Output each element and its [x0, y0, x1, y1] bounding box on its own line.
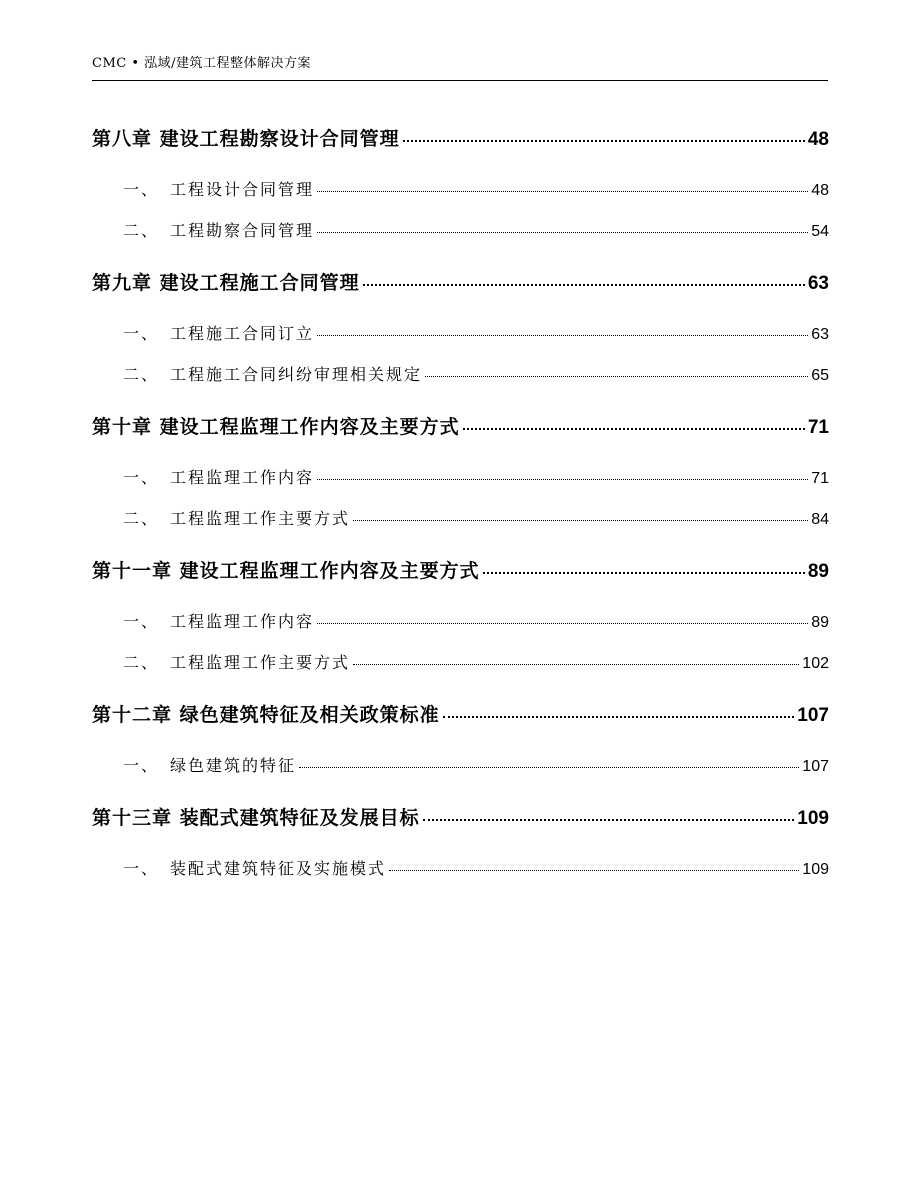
toc-section[interactable] [92, 362, 829, 385]
dot-leader [425, 376, 808, 377]
toc-section-number: 一、 [123, 612, 160, 631]
toc-chapter-label: 第九章 建设工程施工合同管理 [92, 272, 360, 294]
toc-chapter-10[interactable] [92, 412, 829, 439]
toc-section[interactable] [92, 177, 829, 200]
toc-page-number: 107 [802, 758, 829, 775]
toc-section-number: 一、 [123, 468, 160, 487]
toc-section[interactable] [92, 218, 829, 241]
dot-leader [463, 428, 805, 430]
toc-chapter-label: 第十三章 装配式建筑特征及发展目标 [92, 807, 420, 829]
toc-section-title: 工程勘察合同管理 [170, 221, 315, 240]
page-header: CMC • 泓域/建筑工程整体解决方案 [92, 56, 312, 71]
toc-section-title: 工程施工合同纠纷审理相关规定 [170, 365, 423, 384]
dot-leader [317, 479, 808, 480]
toc-section[interactable] [92, 321, 829, 344]
dot-leader [317, 623, 808, 624]
toc-page-number: 107 [797, 705, 829, 726]
dot-leader [423, 819, 795, 821]
toc-page-number: 63 [811, 326, 829, 343]
toc-section-number: 二、 [123, 221, 160, 240]
dot-leader [317, 335, 808, 336]
dot-leader [483, 572, 805, 574]
toc-section[interactable] [92, 753, 829, 776]
toc-section-number: 二、 [123, 365, 160, 384]
toc-page-number: 102 [802, 655, 829, 672]
toc-page-number: 63 [807, 273, 829, 294]
toc-page-number: 71 [811, 470, 829, 487]
dot-leader [317, 232, 808, 233]
dot-leader [299, 767, 799, 768]
toc-chapter-13[interactable] [92, 803, 829, 830]
toc-chapter-11[interactable] [92, 556, 829, 583]
dot-leader [353, 520, 808, 521]
toc-section-title: 工程设计合同管理 [170, 180, 315, 199]
header-divider [92, 80, 828, 81]
toc-section-number: 二、 [123, 653, 160, 672]
toc-chapter-label: 第十一章 建设工程监理工作内容及主要方式 [92, 560, 480, 582]
toc-section[interactable] [92, 506, 829, 529]
toc-section-title: 工程施工合同订立 [170, 324, 315, 343]
dot-leader [389, 870, 799, 871]
toc-section-title: 绿色建筑的特征 [170, 756, 297, 775]
toc-section-title: 工程监理工作内容 [170, 468, 315, 487]
dot-leader [317, 191, 808, 192]
toc-page-number: 48 [811, 182, 829, 199]
toc-section-title: 工程监理工作内容 [170, 612, 315, 631]
toc-section[interactable] [92, 609, 829, 632]
toc-section-number: 二、 [123, 509, 160, 528]
toc-chapter-12[interactable] [92, 700, 829, 727]
toc-page-number: 71 [807, 417, 829, 438]
toc-page-number: 84 [811, 511, 829, 528]
toc-section[interactable] [92, 465, 829, 488]
toc-page-number: 65 [811, 367, 829, 384]
toc-chapter-9[interactable] [92, 268, 829, 295]
toc-section-title: 工程监理工作主要方式 [170, 653, 351, 672]
toc-page-number: 89 [811, 614, 829, 631]
toc-section-number: 一、 [123, 180, 160, 199]
toc-section-number: 一、 [123, 756, 160, 775]
toc-chapter-label: 第十二章 绿色建筑特征及相关政策标准 [92, 704, 440, 726]
toc-page-number: 89 [807, 561, 829, 582]
toc-chapter-8[interactable] [92, 124, 829, 151]
toc-page-number: 54 [811, 223, 829, 240]
toc-section[interactable] [92, 856, 829, 879]
toc-page-number: 48 [807, 129, 829, 150]
dot-leader [403, 140, 805, 142]
dot-leader [363, 284, 805, 286]
dot-leader [443, 716, 795, 718]
toc-chapter-label: 第八章 建设工程勘察设计合同管理 [92, 128, 400, 150]
toc-page-number: 109 [797, 808, 829, 829]
toc-section-title: 工程监理工作主要方式 [170, 509, 351, 528]
toc-section-title: 装配式建筑特征及实施模式 [170, 859, 387, 878]
toc-section[interactable] [92, 650, 829, 673]
dot-leader [353, 664, 799, 665]
toc-chapter-label: 第十章 建设工程监理工作内容及主要方式 [92, 416, 460, 438]
toc-page-number: 109 [802, 861, 829, 878]
toc-section-number: 一、 [123, 859, 160, 878]
toc-section-number: 一、 [123, 324, 160, 343]
